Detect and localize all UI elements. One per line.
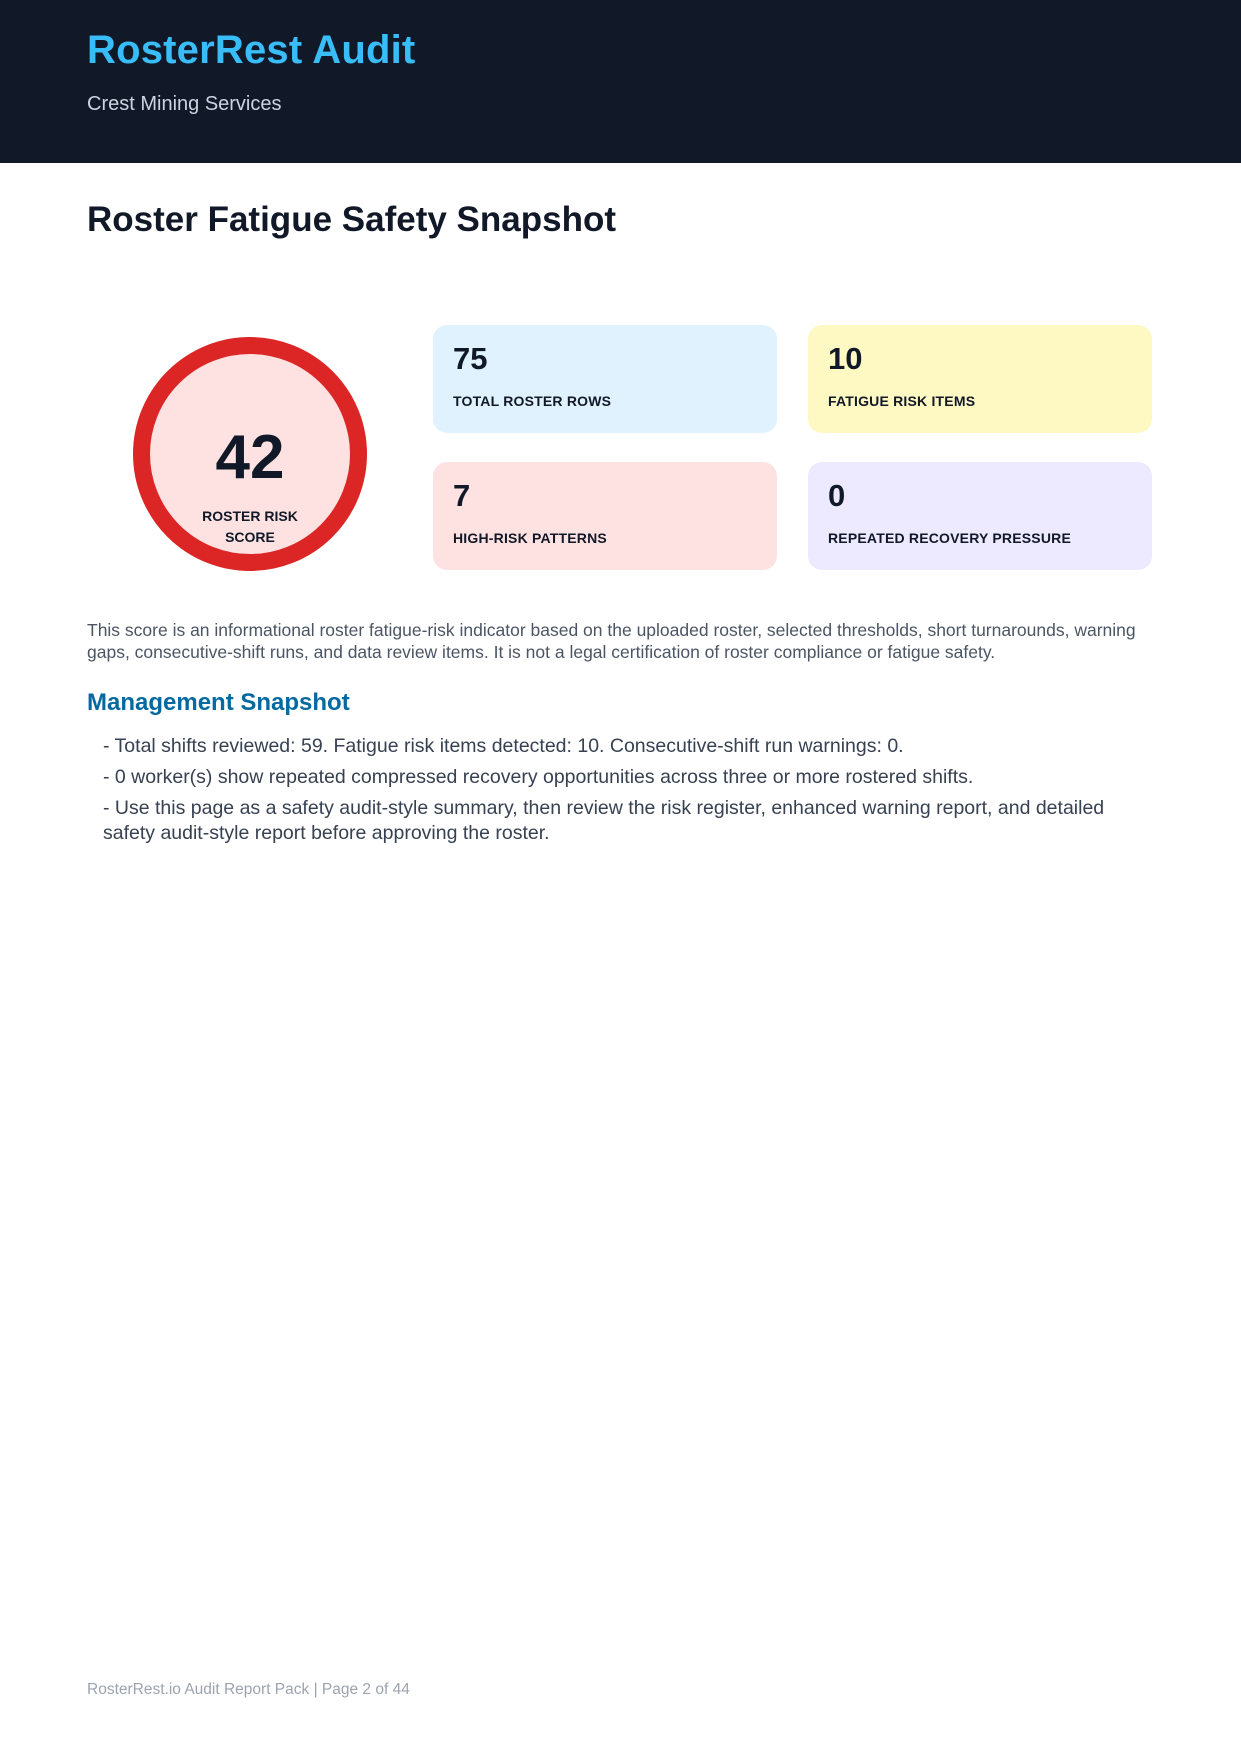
company-name: Crest Mining Services xyxy=(87,93,282,115)
stat-card-fatigue-risk-items xyxy=(808,325,1152,433)
stat-card-repeated-recovery-pressure xyxy=(808,462,1152,570)
stat-value: 75 xyxy=(453,341,488,376)
report-header xyxy=(0,0,1241,163)
stat-card-total-roster-rows xyxy=(433,325,777,433)
stat-label: REPEATED RECOVERY PRESSURE xyxy=(828,530,1071,546)
page-title: Roster Fatigue Safety Snapshot xyxy=(87,200,616,239)
stat-value: 10 xyxy=(828,341,863,376)
risk-score-gauge xyxy=(133,337,367,571)
list-item: - 0 worker(s) show repeated compressed recovery opportunities across three or more rostered shifts. xyxy=(103,766,974,788)
list-item: - Use this page as a safety audit-style summary, then review the risk register, enhanced warning report, and detailed safety audit-style report before approving the roster. xyxy=(103,797,1105,844)
stat-label: TOTAL ROSTER ROWS xyxy=(453,393,612,409)
stat-card-high-risk-patterns xyxy=(433,462,777,570)
management-snapshot-heading: Management Snapshot xyxy=(87,689,350,716)
score-disclaimer: This score is an informational roster fatigue-risk indicator based on the uploaded roster, selected thresholds, short turnarounds, warning gaps, consecutive-shift runs, and data review items. It is not a legal certification of roster compliance or fatigue safety. xyxy=(87,620,1136,662)
risk-score-label: ROSTER RISK SCORE xyxy=(202,508,298,545)
management-snapshot-list xyxy=(103,734,1143,852)
stat-label: FATIGUE RISK ITEMS xyxy=(828,393,976,409)
stat-value: 0 xyxy=(828,478,846,513)
stat-label: HIGH-RISK PATTERNS xyxy=(453,530,607,546)
risk-score-value: 42 xyxy=(215,423,285,492)
page-footer: RosterRest.io Audit Report Pack | Page 2 of 44 xyxy=(87,1681,410,1698)
stat-value: 7 xyxy=(453,478,471,513)
brand-title: RosterRest Audit xyxy=(87,28,416,72)
list-item: - Total shifts reviewed: 59. Fatigue risk items detected: 10. Consecutive-shift run warnings: 0. xyxy=(103,735,904,757)
